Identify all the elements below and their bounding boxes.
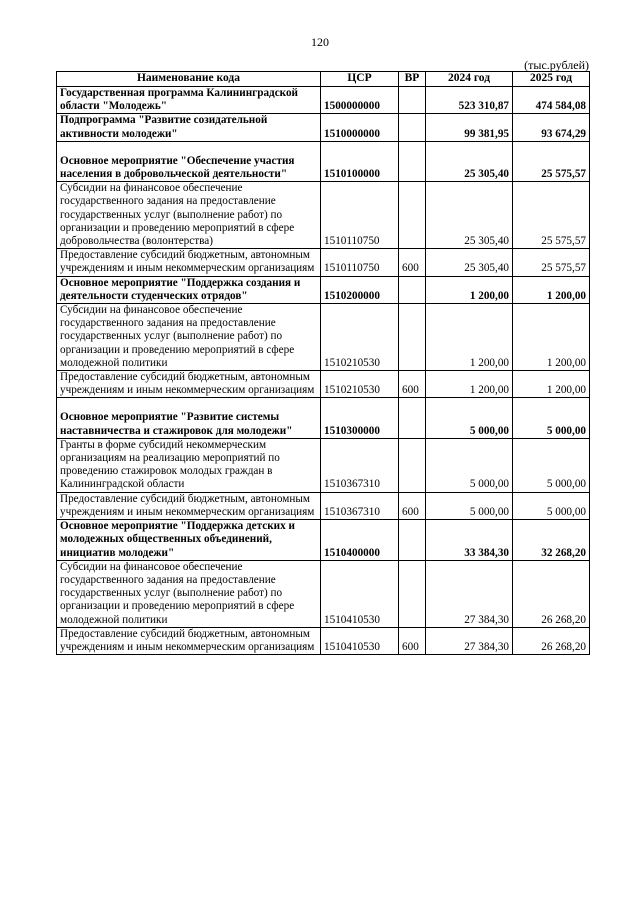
row-amount-2025: 32 268,20 <box>513 520 590 561</box>
row-csr: 1510100000 <box>321 141 399 181</box>
table-row <box>57 398 590 438</box>
table-body <box>57 87 590 655</box>
row-amount-2025: 93 674,29 <box>513 114 590 141</box>
row-amount-2025: 5 000,00 <box>513 438 590 492</box>
row-name: Предоставление субсидий бюджетным, автономным учреждениям и иным некоммерческим организациям <box>57 492 321 519</box>
row-name: Основное мероприятие "Поддержка создания и деятельности студенческих отрядов" <box>57 276 321 303</box>
row-vr: 600 <box>399 492 426 519</box>
row-csr: 1510000000 <box>321 114 399 141</box>
table-row <box>57 492 590 519</box>
table-row <box>57 182 590 249</box>
row-vr: 600 <box>399 627 426 654</box>
row-vr <box>399 438 426 492</box>
row-csr: 1510367310 <box>321 438 399 492</box>
row-amount-2025: 1 200,00 <box>513 276 590 303</box>
table-header <box>57 72 590 87</box>
row-vr <box>399 398 426 438</box>
page-number: 120 <box>311 35 329 49</box>
row-amount-2024: 33 384,30 <box>426 520 513 561</box>
row-amount-2025: 26 268,20 <box>513 627 590 654</box>
row-name: Подпрограмма "Развитие созидательной активности молодежи" <box>57 114 321 141</box>
budget-table <box>56 71 590 655</box>
row-csr: 1510410530 <box>321 627 399 654</box>
row-csr: 1510400000 <box>321 520 399 561</box>
row-name: Субсидии на финансовое обеспечение государственного задания на предоставление государственных услуг (выполнение работ) по организации и проведению мероприятий в сфере добровольчества (волонтерства) <box>57 182 321 249</box>
table-row <box>57 249 590 276</box>
row-name: Предоставление субсидий бюджетным, автономным учреждениям и иным некоммерческим организациям <box>57 371 321 398</box>
row-amount-2024: 99 381,95 <box>426 114 513 141</box>
row-vr <box>399 114 426 141</box>
table-row <box>57 276 590 303</box>
row-vr: 600 <box>399 371 426 398</box>
row-name: Субсидии на финансовое обеспечение государственного задания на предоставление государственных услуг (выполнение работ) по организации и проведению мероприятий в сфере молодежной политики <box>57 560 321 627</box>
row-csr: 1500000000 <box>321 87 399 114</box>
row-name: Основное мероприятие "Поддержка детских и молодежных общественных объединений, инициатив молодежи" <box>57 520 321 561</box>
row-csr: 1510210530 <box>321 304 399 371</box>
row-amount-2025: 474 584,08 <box>513 87 590 114</box>
row-amount-2024: 27 384,30 <box>426 627 513 654</box>
table-row <box>57 304 590 371</box>
row-amount-2024: 1 200,00 <box>426 371 513 398</box>
header-2025: 2025 год <box>513 72 590 87</box>
header-vr: ВР <box>399 72 426 87</box>
row-amount-2024: 27 384,30 <box>426 560 513 627</box>
header-2024: 2024 год <box>426 72 513 87</box>
row-vr: 600 <box>399 249 426 276</box>
row-name: Субсидии на финансовое обеспечение государственного задания на предоставление государственных услуг (выполнение работ) по организации и проведению мероприятий в сфере молодежной политики <box>57 304 321 371</box>
row-amount-2025: 1 200,00 <box>513 371 590 398</box>
row-amount-2025: 1 200,00 <box>513 304 590 371</box>
table-row <box>57 371 590 398</box>
header-row <box>57 72 590 87</box>
row-amount-2024: 25 305,40 <box>426 249 513 276</box>
row-name: Государственная программа Калининградской области "Молодежь" <box>57 87 321 114</box>
row-csr: 1510210530 <box>321 371 399 398</box>
row-amount-2024: 1 200,00 <box>426 276 513 303</box>
row-name: Основное мероприятие "Обеспечение участия населения в добровольческой деятельности" <box>57 141 321 181</box>
row-name: Гранты в форме субсидий некоммерческим организациям на реализацию мероприятий по проведению стажировок молодых граждан в Калининградской области <box>57 438 321 492</box>
row-csr: 1510110750 <box>321 249 399 276</box>
row-csr: 1510200000 <box>321 276 399 303</box>
row-amount-2025: 5 000,00 <box>513 398 590 438</box>
table-row <box>57 141 590 181</box>
row-vr <box>399 276 426 303</box>
row-amount-2024: 523 310,87 <box>426 87 513 114</box>
header-csr: ЦСР <box>321 72 399 87</box>
row-amount-2024: 5 000,00 <box>426 438 513 492</box>
row-vr <box>399 560 426 627</box>
row-amount-2024: 5 000,00 <box>426 398 513 438</box>
row-csr: 1510110750 <box>321 182 399 249</box>
row-amount-2025: 25 575,57 <box>513 182 590 249</box>
row-vr <box>399 141 426 181</box>
header-name: Наименование кода <box>57 72 321 87</box>
row-csr: 1510410530 <box>321 560 399 627</box>
row-amount-2025: 25 575,57 <box>513 249 590 276</box>
row-name: Предоставление субсидий бюджетным, автономным учреждениям и иным некоммерческим организациям <box>57 249 321 276</box>
table-row <box>57 560 590 627</box>
row-csr: 1510367310 <box>321 492 399 519</box>
row-amount-2025: 26 268,20 <box>513 560 590 627</box>
row-vr <box>399 87 426 114</box>
row-amount-2024: 1 200,00 <box>426 304 513 371</box>
row-amount-2025: 25 575,57 <box>513 141 590 181</box>
row-name: Основное мероприятие "Развитие системы наставничества и стажировок для молодежи" <box>57 398 321 438</box>
row-amount-2024: 25 305,40 <box>426 141 513 181</box>
table-row <box>57 520 590 561</box>
row-name: Предоставление субсидий бюджетным, автономным учреждениям и иным некоммерческим организациям <box>57 627 321 654</box>
row-vr <box>399 304 426 371</box>
row-amount-2025: 5 000,00 <box>513 492 590 519</box>
table-row <box>57 438 590 492</box>
table-row <box>57 114 590 141</box>
row-vr <box>399 520 426 561</box>
row-vr <box>399 182 426 249</box>
row-amount-2024: 5 000,00 <box>426 492 513 519</box>
row-csr: 1510300000 <box>321 398 399 438</box>
units-label: (тыс.рублей) <box>524 58 589 72</box>
table-row <box>57 87 590 114</box>
row-amount-2024: 25 305,40 <box>426 182 513 249</box>
table-row <box>57 627 590 654</box>
